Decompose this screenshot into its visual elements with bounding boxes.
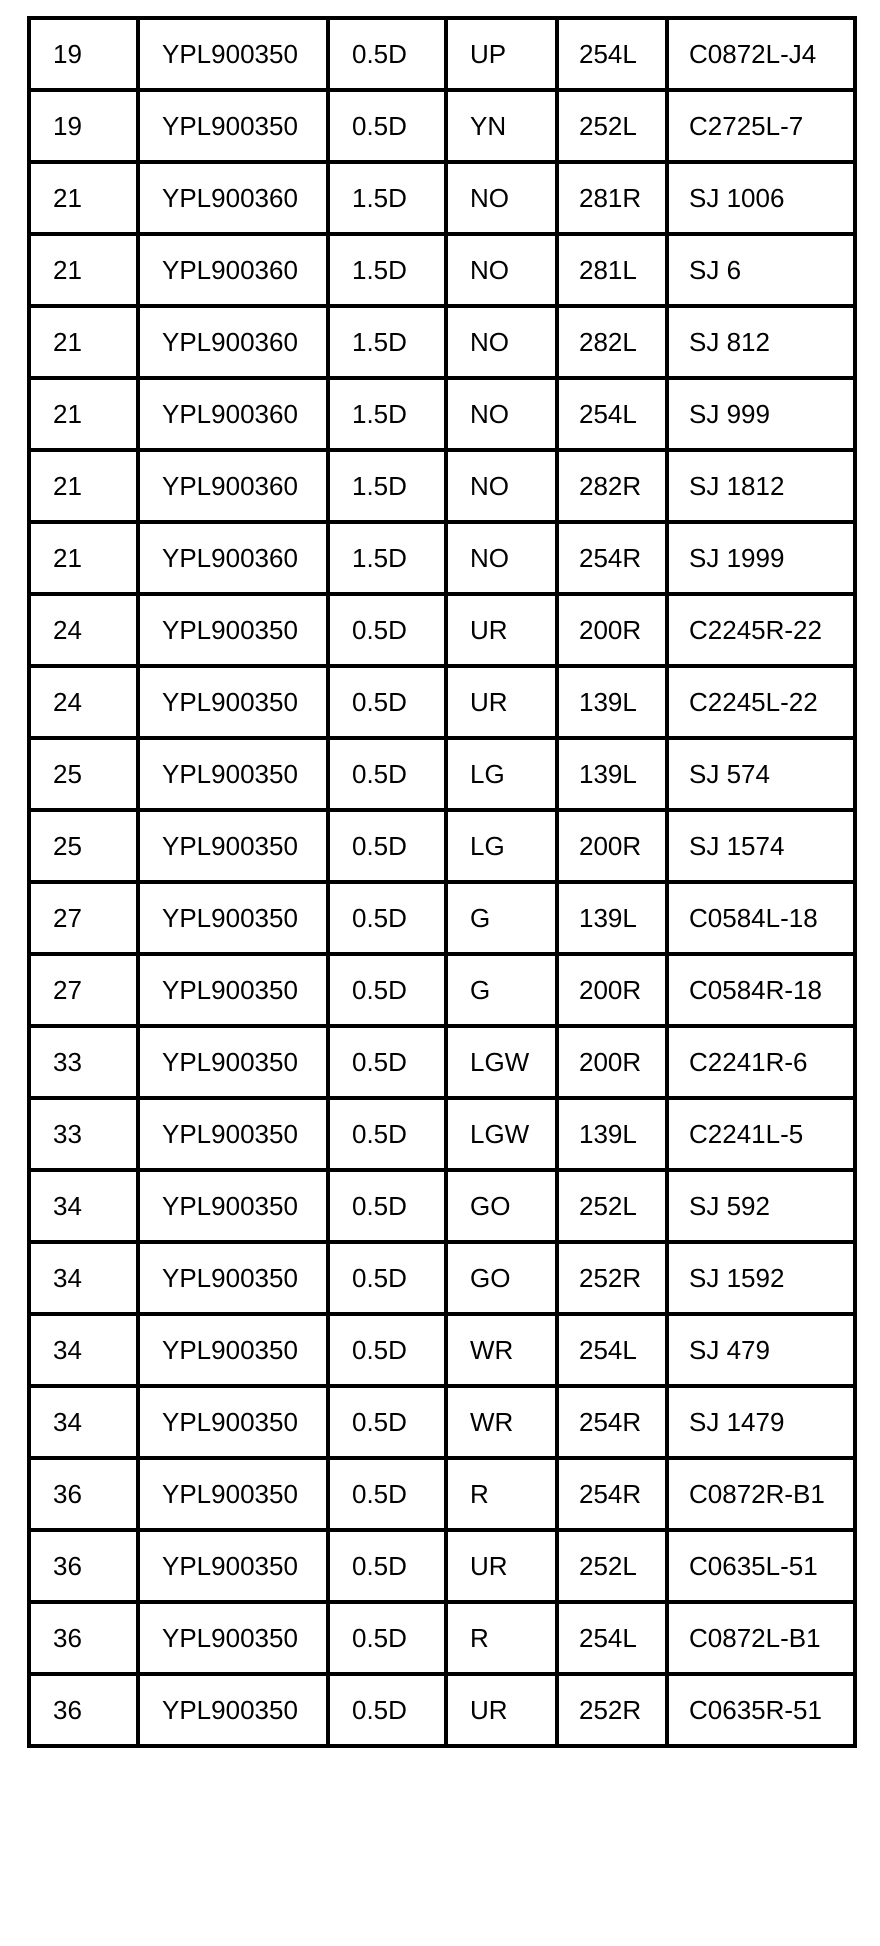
terminal-cell: 252R: [557, 1242, 667, 1314]
wiring-table: [27, 16, 857, 1748]
size-cell: 0.5D: [328, 1242, 446, 1314]
table-row: [29, 450, 855, 522]
part-number-cell: YPL900360: [138, 450, 328, 522]
connector-cell: SJ 1592: [667, 1242, 855, 1314]
part-number-cell: YPL900350: [138, 594, 328, 666]
color-cell: WR: [446, 1314, 557, 1386]
row-number-cell: 36: [29, 1602, 138, 1674]
connector-cell: C0584L-18: [667, 882, 855, 954]
terminal-cell: 281L: [557, 234, 667, 306]
connector-cell: SJ 1574: [667, 810, 855, 882]
row-number-cell: 25: [29, 738, 138, 810]
color-cell: YN: [446, 90, 557, 162]
color-cell: G: [446, 954, 557, 1026]
table-row: [29, 1530, 855, 1602]
connector-cell: SJ 1999: [667, 522, 855, 594]
row-number-cell: 34: [29, 1242, 138, 1314]
part-number-cell: YPL900360: [138, 522, 328, 594]
part-number-cell: YPL900350: [138, 1530, 328, 1602]
part-number-cell: YPL900350: [138, 1314, 328, 1386]
row-number-cell: 21: [29, 450, 138, 522]
color-cell: LG: [446, 738, 557, 810]
size-cell: 0.5D: [328, 666, 446, 738]
row-number-cell: 36: [29, 1674, 138, 1746]
table-row: [29, 306, 855, 378]
connector-cell: C2241L-5: [667, 1098, 855, 1170]
row-number-cell: 21: [29, 234, 138, 306]
table-row: [29, 666, 855, 738]
row-number-cell: 36: [29, 1458, 138, 1530]
size-cell: 0.5D: [328, 810, 446, 882]
part-number-cell: YPL900350: [138, 18, 328, 90]
table-row: [29, 90, 855, 162]
part-number-cell: YPL900360: [138, 306, 328, 378]
table-row: [29, 1602, 855, 1674]
size-cell: 0.5D: [328, 1098, 446, 1170]
size-cell: 0.5D: [328, 1674, 446, 1746]
part-number-cell: YPL900350: [138, 1026, 328, 1098]
color-cell: R: [446, 1602, 557, 1674]
connector-cell: C2241R-6: [667, 1026, 855, 1098]
connector-cell: SJ 1479: [667, 1386, 855, 1458]
color-cell: GO: [446, 1242, 557, 1314]
table-row: [29, 1458, 855, 1530]
terminal-cell: 282R: [557, 450, 667, 522]
size-cell: 0.5D: [328, 1530, 446, 1602]
connector-cell: SJ 6: [667, 234, 855, 306]
connector-cell: SJ 1006: [667, 162, 855, 234]
color-cell: UP: [446, 18, 557, 90]
terminal-cell: 281R: [557, 162, 667, 234]
table-row: [29, 594, 855, 666]
size-cell: 0.5D: [328, 954, 446, 1026]
part-number-cell: YPL900350: [138, 1386, 328, 1458]
row-number-cell: 34: [29, 1170, 138, 1242]
table-row: [29, 1098, 855, 1170]
connector-cell: SJ 812: [667, 306, 855, 378]
table-row: [29, 18, 855, 90]
color-cell: NO: [446, 234, 557, 306]
terminal-cell: 252L: [557, 1530, 667, 1602]
size-cell: 1.5D: [328, 162, 446, 234]
row-number-cell: 21: [29, 306, 138, 378]
terminal-cell: 254R: [557, 1386, 667, 1458]
size-cell: 0.5D: [328, 18, 446, 90]
part-number-cell: YPL900350: [138, 1674, 328, 1746]
part-number-cell: YPL900350: [138, 90, 328, 162]
color-cell: UR: [446, 1530, 557, 1602]
terminal-cell: 200R: [557, 810, 667, 882]
connector-cell: SJ 479: [667, 1314, 855, 1386]
terminal-cell: 254L: [557, 1314, 667, 1386]
part-number-cell: YPL900350: [138, 1242, 328, 1314]
color-cell: NO: [446, 522, 557, 594]
part-number-cell: YPL900350: [138, 882, 328, 954]
table-row: [29, 162, 855, 234]
row-number-cell: 24: [29, 666, 138, 738]
table-row: [29, 378, 855, 450]
size-cell: 1.5D: [328, 234, 446, 306]
row-number-cell: 33: [29, 1026, 138, 1098]
table-row: [29, 522, 855, 594]
connector-cell: C2245R-22: [667, 594, 855, 666]
color-cell: R: [446, 1458, 557, 1530]
row-number-cell: 27: [29, 882, 138, 954]
table-row: [29, 1170, 855, 1242]
row-number-cell: 19: [29, 18, 138, 90]
connector-cell: C0872L-B1: [667, 1602, 855, 1674]
size-cell: 0.5D: [328, 1386, 446, 1458]
connector-cell: C2245L-22: [667, 666, 855, 738]
size-cell: 0.5D: [328, 594, 446, 666]
size-cell: 1.5D: [328, 378, 446, 450]
wiring-table-container: [27, 16, 857, 1748]
connector-cell: C0584R-18: [667, 954, 855, 1026]
terminal-cell: 254L: [557, 1602, 667, 1674]
part-number-cell: YPL900350: [138, 1458, 328, 1530]
row-number-cell: 25: [29, 810, 138, 882]
color-cell: UR: [446, 666, 557, 738]
terminal-cell: 200R: [557, 594, 667, 666]
connector-cell: C0872R-B1: [667, 1458, 855, 1530]
size-cell: 0.5D: [328, 882, 446, 954]
size-cell: 1.5D: [328, 450, 446, 522]
part-number-cell: YPL900350: [138, 666, 328, 738]
size-cell: 0.5D: [328, 1458, 446, 1530]
color-cell: NO: [446, 306, 557, 378]
row-number-cell: 21: [29, 522, 138, 594]
table-body: [29, 18, 855, 1746]
part-number-cell: YPL900350: [138, 1098, 328, 1170]
row-number-cell: 21: [29, 162, 138, 234]
table-row: [29, 1242, 855, 1314]
part-number-cell: YPL900360: [138, 162, 328, 234]
terminal-cell: 139L: [557, 738, 667, 810]
row-number-cell: 33: [29, 1098, 138, 1170]
part-number-cell: YPL900350: [138, 738, 328, 810]
color-cell: NO: [446, 450, 557, 522]
terminal-cell: 254L: [557, 378, 667, 450]
terminal-cell: 254L: [557, 18, 667, 90]
terminal-cell: 200R: [557, 954, 667, 1026]
color-cell: UR: [446, 594, 557, 666]
connector-cell: C0872L-J4: [667, 18, 855, 90]
table-row: [29, 882, 855, 954]
color-cell: NO: [446, 378, 557, 450]
size-cell: 0.5D: [328, 90, 446, 162]
part-number-cell: YPL900360: [138, 378, 328, 450]
part-number-cell: YPL900350: [138, 1602, 328, 1674]
connector-cell: SJ 592: [667, 1170, 855, 1242]
connector-cell: SJ 574: [667, 738, 855, 810]
part-number-cell: YPL900360: [138, 234, 328, 306]
row-number-cell: 36: [29, 1530, 138, 1602]
color-cell: LG: [446, 810, 557, 882]
color-cell: NO: [446, 162, 557, 234]
color-cell: UR: [446, 1674, 557, 1746]
connector-cell: C2725L-7: [667, 90, 855, 162]
table-row: [29, 1386, 855, 1458]
color-cell: GO: [446, 1170, 557, 1242]
size-cell: 1.5D: [328, 522, 446, 594]
table-row: [29, 1026, 855, 1098]
row-number-cell: 21: [29, 378, 138, 450]
color-cell: LGW: [446, 1098, 557, 1170]
table-row: [29, 1314, 855, 1386]
size-cell: 0.5D: [328, 1170, 446, 1242]
size-cell: 0.5D: [328, 738, 446, 810]
terminal-cell: 139L: [557, 1098, 667, 1170]
part-number-cell: YPL900350: [138, 810, 328, 882]
part-number-cell: YPL900350: [138, 1170, 328, 1242]
table-row: [29, 738, 855, 810]
terminal-cell: 252L: [557, 1170, 667, 1242]
size-cell: 0.5D: [328, 1314, 446, 1386]
row-number-cell: 19: [29, 90, 138, 162]
table-row: [29, 234, 855, 306]
terminal-cell: 254R: [557, 1458, 667, 1530]
part-number-cell: YPL900350: [138, 954, 328, 1026]
table-row: [29, 1674, 855, 1746]
row-number-cell: 34: [29, 1386, 138, 1458]
row-number-cell: 34: [29, 1314, 138, 1386]
row-number-cell: 27: [29, 954, 138, 1026]
connector-cell: C0635L-51: [667, 1530, 855, 1602]
terminal-cell: 139L: [557, 666, 667, 738]
size-cell: 0.5D: [328, 1602, 446, 1674]
terminal-cell: 200R: [557, 1026, 667, 1098]
size-cell: 0.5D: [328, 1026, 446, 1098]
connector-cell: C0635R-51: [667, 1674, 855, 1746]
color-cell: G: [446, 882, 557, 954]
terminal-cell: 254R: [557, 522, 667, 594]
terminal-cell: 282L: [557, 306, 667, 378]
color-cell: LGW: [446, 1026, 557, 1098]
table-row: [29, 810, 855, 882]
connector-cell: SJ 999: [667, 378, 855, 450]
terminal-cell: 252L: [557, 90, 667, 162]
connector-cell: SJ 1812: [667, 450, 855, 522]
terminal-cell: 139L: [557, 882, 667, 954]
terminal-cell: 252R: [557, 1674, 667, 1746]
table-row: [29, 954, 855, 1026]
row-number-cell: 24: [29, 594, 138, 666]
size-cell: 1.5D: [328, 306, 446, 378]
color-cell: WR: [446, 1386, 557, 1458]
